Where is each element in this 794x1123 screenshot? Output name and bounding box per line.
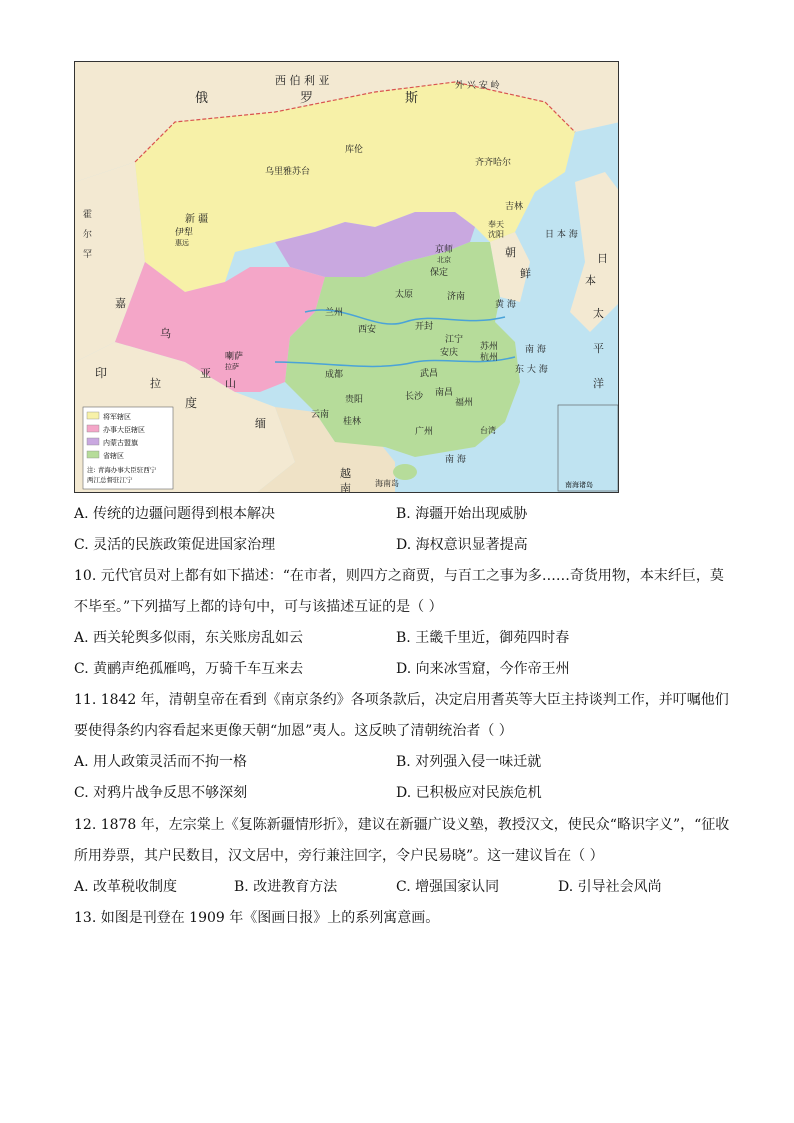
label-qiqihar: 齐齐哈尔 xyxy=(475,158,512,168)
q12-stem-line-1: 12. 1878 年，左宗棠上《复陈新疆情形折》，建议在新疆广设义塾，教授汉文，使民众“略识字义”，“征收 xyxy=(74,817,730,833)
label-shan: 山 xyxy=(225,377,236,390)
q11-option-c: C. 对鸦片战争反思不够深刻 xyxy=(74,785,248,801)
label-uliastai: 乌里雅苏台 xyxy=(265,167,311,177)
label-suzhou: 苏州 xyxy=(480,342,499,352)
q10-stem-line-1: 10. 元代官员对上都有如下描述：“在市者，则四方之商贾，与百工之事为多……奇货用物，本末纤巨，莫 xyxy=(74,568,724,584)
q10-option-a: A. 西关轮舆多似雨，东关账房乱如云 xyxy=(74,630,304,646)
label-pacific-3: 洋 xyxy=(593,377,604,390)
q9-option-d: D. 海权意识显著提高 xyxy=(396,537,528,553)
label-russia-3: 斯 xyxy=(405,91,419,106)
label-jiangning: 江宁 xyxy=(445,335,464,345)
label-jia: 嘉 xyxy=(115,297,126,310)
label-anqing: 安庆 xyxy=(440,348,459,358)
label-ya: 亚 xyxy=(200,367,211,380)
q12-option-d: D. 引导社会风尚 xyxy=(558,879,662,895)
label-guilin: 桂林 xyxy=(343,417,362,427)
taiwan-island xyxy=(489,400,501,428)
q12-option-a: A. 改革税收制度 xyxy=(74,879,178,895)
q11-stem-line-1: 11. 1842 年，清朝皇帝在看到《南京条约》各项条款后，决定启用耆英等大臣主持谈判工作，并叮嘱他们 xyxy=(74,692,729,708)
label-korea-2: 鲜 xyxy=(520,267,531,280)
label-korea-1: 朝 xyxy=(505,246,516,259)
q11-stem-line-2: 要使得条约内容看起来更像天朝“加恩”夷人。这反映了清朝统治者（ ） xyxy=(74,723,513,739)
label-kaifeng: 开封 xyxy=(415,322,434,332)
label-japan-sea: 日 本 海 xyxy=(545,230,578,240)
q10-stem-line-2: 不毕至。”下列描写上都的诗句中，可与该描述互证的是（ ） xyxy=(74,599,443,615)
label-japan-1: 日 xyxy=(597,252,608,265)
label-shenyang: 沈阳 xyxy=(488,230,504,239)
label-nanchang: 南昌 xyxy=(435,388,454,398)
label-ula: 乌 xyxy=(160,327,171,340)
label-burma: 缅 xyxy=(255,417,266,430)
label-xinjiang: 新 疆 xyxy=(185,214,209,225)
label-pacific-2: 平 xyxy=(593,342,604,355)
label-south-sea: 南 海 xyxy=(445,455,466,465)
label-kulun: 库伦 xyxy=(345,145,364,155)
qing-territory-map xyxy=(74,61,619,493)
label-yellow-sea: 黄 海 xyxy=(495,300,516,310)
q9-option-b: B. 海疆开始出现威胁 xyxy=(396,506,528,522)
legend-label-province: 省辖区 xyxy=(103,452,124,460)
q9-option-c: C. 灵活的民族政策促进国家治理 xyxy=(74,537,276,553)
label-changsha: 长沙 xyxy=(405,392,424,402)
label-russia-2: 罗 xyxy=(300,91,314,106)
q10-option-c: C. 黄鹂声绝孤雁鸣，万骑千车互来去 xyxy=(74,661,304,677)
q9-option-a: A. 传统的边疆问题得到根本解决 xyxy=(74,506,276,522)
label-vietnam: 越 xyxy=(340,467,351,480)
q11-option-a: A. 用人政策灵活而不拘一格 xyxy=(74,754,248,770)
label-hainan: 海南岛 xyxy=(375,479,399,488)
label-baoding: 保定 xyxy=(430,268,449,278)
label-lanzhou: 兰州 xyxy=(325,308,344,318)
legend-label-general: 将军辖区 xyxy=(103,413,131,421)
label-yunnan: 云南 xyxy=(311,410,330,420)
legend-label-minister: 办事大臣辖区 xyxy=(103,426,145,434)
label-guiyang: 贵阳 xyxy=(345,395,364,405)
label-hangzhou: 杭州 xyxy=(480,353,499,363)
label-taiyuan: 太原 xyxy=(395,290,414,300)
legend-note-2: 两江总督驻江宁 xyxy=(87,476,133,484)
label-huiyuan: 惠远 xyxy=(175,239,189,247)
label-fengtian: 奉天 xyxy=(488,220,504,229)
q12-option-c: C. 增强国家认同 xyxy=(396,879,500,895)
label-outer-anling: 外 兴 安 岭 xyxy=(455,81,500,91)
label-xian: 西安 xyxy=(358,325,377,335)
label-lhasa: 喇萨 xyxy=(225,352,244,362)
legend-label-mongolia: 内蒙古盟旗 xyxy=(103,439,138,447)
label-yili: 伊犁 xyxy=(175,228,194,238)
label-india-1: 印 xyxy=(95,366,108,380)
label-india-2: 度 xyxy=(185,396,198,410)
label-fuzhou: 福州 xyxy=(455,398,474,408)
q12-option-b: B. 改进教育方法 xyxy=(234,879,338,895)
label-east-china-sea: 东 大 海 xyxy=(515,365,548,375)
label-siberia: 西 伯 利 亚 xyxy=(275,74,330,87)
inset-title: 南海诸岛 xyxy=(565,481,593,489)
label-wuchang: 武昌 xyxy=(420,369,439,379)
label-guangzhou: 广州 xyxy=(415,427,434,437)
label-lasa: 拉萨 xyxy=(225,363,239,371)
q11-option-d: D. 已积极应对民族危机 xyxy=(396,785,542,801)
q10-option-d: D. 向来冰雪窟，今作帝王州 xyxy=(396,661,570,677)
label-kazak-2: 尔 xyxy=(83,230,93,240)
label-la: 拉 xyxy=(150,377,161,390)
q12-stem-line-2: 所用券票，其户民数目，汉文居中，旁行兼注回字，令户民易晓”。这一建议旨在（ ） xyxy=(74,848,604,864)
q13-stem-line-1: 13. 如图是刊登在 1909 年《图画日报》上的系列寓意画。 xyxy=(74,910,440,926)
label-kazak-3: 罕 xyxy=(83,250,93,260)
south-sea-inset xyxy=(558,405,618,491)
label-japan-2: 本 xyxy=(585,274,596,287)
label-beijing: 北京 xyxy=(437,256,451,264)
label-pacific-1: 太 xyxy=(593,307,604,320)
label-taiwan: 台湾 xyxy=(480,426,496,435)
label-kazak-1: 霍 xyxy=(83,210,93,220)
q11-option-b: B. 对列强入侵一味迁就 xyxy=(396,754,542,770)
label-south-sea-east: 南 海 xyxy=(525,345,546,355)
label-jinan: 济南 xyxy=(447,292,466,302)
label-chengdu: 成都 xyxy=(325,370,344,380)
hainan-island xyxy=(393,464,417,480)
label-jingshi: 京师 xyxy=(435,245,454,255)
label-jilin: 吉林 xyxy=(505,202,524,212)
label-russia-1: 俄 xyxy=(195,91,209,106)
legend-note-1: 注: 青海办事大臣驻西宁 xyxy=(87,466,157,474)
label-vietnam-2: 南 xyxy=(340,482,351,493)
q10-option-b: B. 王畿千里近，御苑四时春 xyxy=(396,630,570,646)
